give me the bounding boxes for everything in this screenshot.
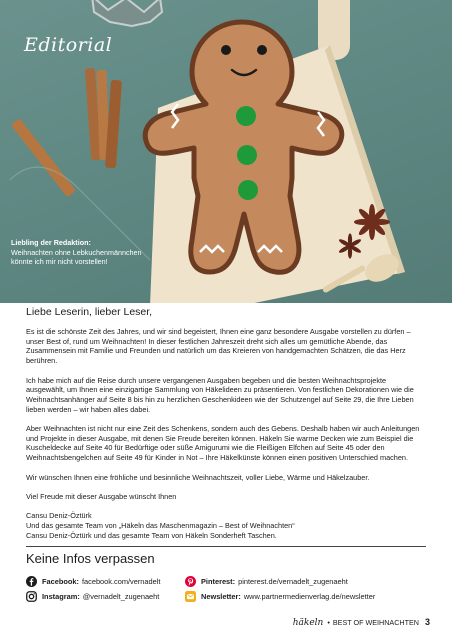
- star-anise: [354, 204, 390, 240]
- photo-caption: [11, 238, 161, 267]
- signature-name: Cansu Deniz-Öztürk: [26, 511, 92, 521]
- editorial-letter: [26, 306, 426, 540]
- facebook-label: Facebook:: [42, 577, 79, 586]
- caption-title: Liebling der Redaktion:: [11, 238, 91, 247]
- divider: [26, 546, 426, 547]
- letter-paragraph: Ich habe mich auf die Reise durch unsere vergangenen Ausgaben begeben und die besten Weihnachtsprojekte ausgewählt, um Ihnen eine einzigartige Sammlung von Häkelideen zu präsentieren. Von festlichen Dekorationen wie die Weihnachtsanhänger auf Seite 8 bis hin zu herzlichen Geschenkideen wie der Schutzengel auf Seite 29, die Ihre Lieben lieben werden – wir haben alles dabei.: [26, 375, 414, 414]
- pinterest-link[interactable]: [185, 576, 348, 587]
- cookie-cutter: [92, 0, 162, 26]
- letter-paragraph: Wir wünschen Ihnen eine fröhliche und besinnliche Weihnachtszeit, voller Liebe, Wärme und Häkelzauber.: [26, 472, 370, 482]
- pinterest-value: pinterest.de/vernadelt_zugenaeht: [238, 577, 348, 586]
- newsletter-link[interactable]: [185, 591, 375, 602]
- footer-separator: •: [327, 618, 330, 627]
- pinterest-icon: [185, 576, 196, 587]
- instagram-value: @vernadelt_zugenaeht: [82, 592, 160, 601]
- footer-section: BEST OF WEIHNACHTEN: [332, 618, 419, 627]
- facebook-value: facebook.com/vernadelt: [81, 577, 161, 586]
- page-footer: [293, 617, 430, 628]
- social-heading: Keine Infos verpassen: [26, 551, 155, 566]
- newsletter-value: www.partnermedienverlag.de/newsletter: [243, 592, 376, 601]
- facebook-link[interactable]: [26, 576, 160, 587]
- instagram-label: Instagram:: [42, 592, 80, 601]
- signature-line: Und das gesamte Team von „Häkeln das Maschenmagazin – Best of Weihnachten“: [26, 520, 295, 530]
- salutation: Liebe Leserin, lieber Leser,: [26, 306, 153, 318]
- section-label: Editorial: [24, 34, 113, 56]
- hero-photo: [0, 0, 452, 303]
- letter-paragraph: Viel Freude mit dieser Ausgabe wünscht Ihnen: [26, 491, 177, 501]
- letter-paragraph: Es ist die schönste Zeit des Jahres, und wir sind begeistert, Ihnen eine ganz besondere Ausgabe vorstellen zu dürfen – unser Best of, rund um Weihnachten! In dieser festlichen Jahreszeit dreht sich alles um gemütliche Abende, das Zusammensein mit Familie und Freunden und natürlich um das Kreieren von handgemachten Schätzen, die das Herz berühren.: [26, 327, 411, 366]
- signature-line: Cansu Deniz-Öztürk und das gesamte Team von Häkeln Sonderheft Taschen.: [26, 530, 277, 540]
- footer-brand: häkeln: [292, 618, 324, 628]
- caption-text: Weihnachten ohne Lebkuchenmännchen könnte ich mir nicht vorstellen!: [11, 247, 142, 267]
- page-number: 3: [424, 617, 430, 627]
- letter-paragraph: Aber Weihnachten ist nicht nur eine Zeit des Schenkens, sondern auch des Gebens. Deshalb haben wir auch Anleitungen und Projekte in dieser Ausgabe, mit denen Sie Freude bereiten können. Häkeln Sie warme Decken wie zum Beispiel die Kuscheldecke auf Seite 40 für Bedürftige oder süße Amigurumi wie die Fleißigen Elfchen auf Seite 45 oder den Weihnachtsbengelchen auf Seite 49 für Kinder in Not – Ihre Häkelkünste können einen positiven Unterschied machen.: [26, 424, 420, 463]
- instagram-icon: [26, 591, 37, 602]
- pinterest-label: Pinterest:: [201, 577, 236, 586]
- facebook-icon: [26, 576, 37, 587]
- newsletter-label: Newsletter:: [201, 592, 241, 601]
- newsletter-icon: [185, 591, 196, 602]
- instagram-link[interactable]: [26, 591, 159, 602]
